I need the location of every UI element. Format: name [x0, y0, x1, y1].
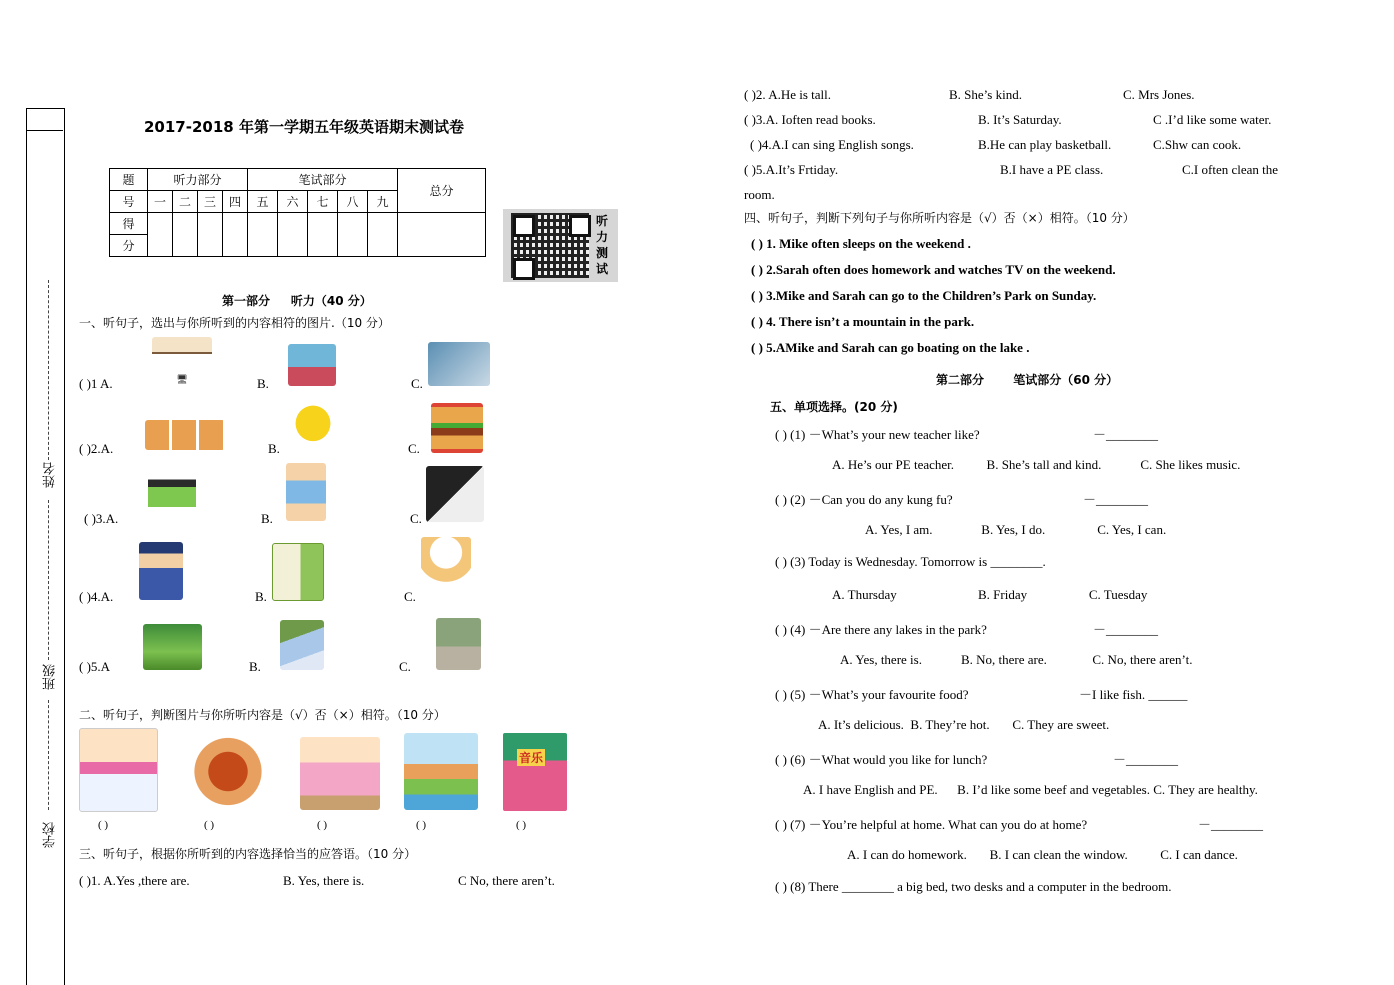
mcq-options: A. Thursday B. Friday C. Tuesday [832, 587, 1148, 602]
mcq-answer-blank: －I like fish. ______ [1079, 687, 1188, 702]
section1-option-c: C. [410, 511, 422, 526]
judge-bracket: ( ) [416, 819, 427, 831]
part2-title: 笔试部分（60 分） [1013, 373, 1119, 387]
question-number: 二 [173, 191, 198, 213]
question-number: 一 [148, 191, 173, 213]
singer-image [148, 472, 196, 522]
mcq-answer-blank: －________ [1113, 752, 1179, 767]
judge-bracket: ( ) [98, 819, 109, 831]
listening-header: 听力部分 [148, 169, 248, 191]
drawing-boy-image [428, 342, 490, 386]
music-book-title: 音乐 [519, 751, 544, 765]
score-table-label: 号 [110, 191, 148, 213]
score-table-label: 得 [110, 213, 148, 235]
section5-heading: 五、单项选择。(20 分) [770, 400, 898, 414]
section3-option-b: B. Yes, there is. [283, 873, 365, 888]
section1-option-b: B. [249, 659, 261, 674]
part2-label: 第二部分 [936, 373, 985, 387]
section1-question: ( )3.A. [84, 511, 119, 526]
qr-label: 听力测试 [596, 214, 609, 276]
section3-option-b: B.I have a PE class. [1000, 162, 1104, 177]
part1-heading [222, 292, 372, 309]
mcq-answer-blank: －________ [1198, 817, 1264, 832]
mcq-options: A. Yes, there is. B. No, there are. C. No, there aren’t. [840, 652, 1193, 667]
mcq-question: ( ) (8) There ________ a big bed, two desks and a computer in the bedroom. [775, 879, 1172, 894]
section3-item: ( )5.A.It’s Frtiday. [744, 162, 839, 177]
question-number: 六 [278, 191, 308, 213]
mcq-question: ( ) (5) －What’s your favourite food? [775, 687, 969, 702]
tv-image [288, 344, 336, 386]
judge-bracket: ( ) [204, 819, 215, 831]
section3-option-c: C. Mrs Jones. [1123, 87, 1195, 102]
question-number: 七 [308, 191, 338, 213]
question-number: 四 [223, 191, 248, 213]
name-label: 姓名 [42, 462, 57, 488]
section1-option-c: C. [411, 376, 423, 391]
section4-item: ( ) 2.Sarah often does homework and watches TV on the weekend. [751, 262, 1116, 277]
mcq-options: A. Yes, I am. B. Yes, I do. C. Yes, I can. [865, 522, 1167, 537]
page-title: 2017-2018 年第一学期五年级英语期末测试卷 [144, 118, 464, 136]
section3-item: ( )4.A.I can sing English songs. [750, 137, 914, 152]
school-label: 学校 [42, 822, 57, 848]
section4-heading: 四、听句子，判断下列句子与你所听内容是（√）否（×）相符。（10 分） [744, 211, 1135, 225]
section1-option-b: B. [261, 511, 273, 526]
section1-question: ( )2.A. [79, 441, 114, 456]
part1-title: 听力（40 分） [290, 294, 372, 308]
sleeping-girl-image [300, 737, 380, 810]
police-image [139, 542, 183, 600]
mcq-question: ( ) (7) －You’re helpful at home. What can you do at home? [775, 817, 1088, 832]
binding-strip-top [26, 108, 63, 131]
mcq-question: ( ) (4) －Are there any lakes in the park? [775, 622, 987, 637]
hamburger-image [431, 403, 483, 453]
mcq-question: ( ) (1) －What’s your new teacher like? [775, 427, 980, 442]
section3-item: ( )3.A. Ioften read books. [744, 112, 876, 127]
total-header: 总分 [398, 169, 486, 213]
section1-option-b: B. [268, 441, 280, 456]
qr-code[interactable] [503, 209, 618, 282]
qr-corner [513, 258, 535, 280]
mcq-answer-blank: －________ [1083, 492, 1149, 507]
section1-option-b: B. [257, 376, 269, 391]
qr-corner [513, 215, 535, 237]
music-book-image [503, 733, 567, 811]
binding-strip [26, 108, 65, 985]
score-table-label: 分 [110, 235, 148, 257]
mcq-options: A. He’s our PE teacher. B. She’s tall and kind. C. She likes music. [832, 457, 1241, 472]
noodles-image [188, 733, 268, 810]
section1-option-c: C. [399, 659, 411, 674]
cut-line [48, 280, 49, 460]
mcq-options: A. I have English and PE. B. I’d like some beef and vegetables. C. They are healthy. [803, 782, 1258, 797]
forest-image [143, 624, 202, 670]
mcq-answer-blank: －________ [1093, 622, 1159, 637]
class-label: 班级 [42, 664, 57, 690]
question-number: 五 [248, 191, 278, 213]
violin-image [286, 463, 326, 521]
question-number: 八 [338, 191, 368, 213]
judge-bracket: ( ) [516, 819, 527, 831]
section1-option-b: B. [255, 589, 267, 604]
sandwiches-image [145, 420, 225, 450]
cook-image [421, 537, 471, 599]
computer-girl-image: 🖥 [152, 337, 212, 387]
section1-question: ( )4.A. [79, 589, 114, 604]
section1-question: ( )1 A. [79, 376, 113, 391]
section1-heading: 一、听句子，选出与你所听到的内容相符的图片.（10 分） [79, 316, 390, 330]
cut-line [48, 700, 49, 810]
question-number: 三 [198, 191, 223, 213]
section3-option-b: B. She’s kind. [949, 87, 1022, 102]
cut-line [48, 500, 49, 660]
section3-item: ( )1. A.Yes ,there are. [79, 873, 190, 888]
question-number: 九 [368, 191, 398, 213]
part1-label: 第一部分 [222, 294, 271, 308]
section1-option-c: C. [404, 589, 416, 604]
qr-corner [569, 215, 591, 237]
section2-heading: 二、听句子，判断图片与你所听内容是（√）否（×）相符。（10 分） [79, 708, 446, 722]
section1-question: ( )5.A [79, 659, 111, 674]
section3-option-c: C No, there aren’t. [458, 873, 555, 888]
section3-option-c: C.Shw can cook. [1153, 137, 1242, 152]
mcq-question: ( ) (6) －What would you like for lunch? [775, 752, 988, 767]
girl-drawing-image [79, 728, 158, 812]
section4-item: ( ) 4. There isn’t a mountain in the park. [751, 314, 975, 329]
judge-bracket: ( ) [317, 819, 328, 831]
section4-item: ( ) 1. Mike often sleeps on the weekend . [751, 236, 971, 251]
bananas-image [286, 405, 340, 451]
mcq-options: A. It’s delicious. B. They’re hot. C. They are sweet. [818, 717, 1110, 732]
mcq-answer-blank: －________ [1093, 427, 1159, 442]
river-image [280, 620, 324, 670]
section3-option-c: C .I’d like some water. [1153, 112, 1272, 127]
section1-option-c: C. [408, 441, 420, 456]
section3-item: ( )2. A.He is tall. [744, 87, 832, 102]
section4-item: ( ) 5.AMike and Sarah can go boating on the lake . [751, 340, 1030, 355]
section3-heading: 三、听句子，根据你所听到的内容选择恰当的应答语。（10 分） [79, 847, 417, 861]
section4-item: ( ) 3.Mike and Sarah can go to the Children’s Park on Sunday. [751, 288, 1097, 303]
teacher-image [272, 543, 324, 601]
piano-image [426, 466, 484, 522]
score-table [109, 168, 486, 257]
village-image [404, 733, 478, 810]
mcq-question: ( ) (3) Today is Wednesday. Tomorrow is ________. [775, 554, 1046, 569]
section3-option-b: B.He can play basketball. [978, 137, 1112, 152]
tree-house-image [436, 618, 481, 670]
mcq-options: A. I can do homework. B. I can clean the window. C. I can dance. [847, 847, 1238, 862]
section3-item-continuation: room. [744, 187, 775, 202]
section3-option-c: C.I often clean the [1182, 162, 1279, 177]
written-header: 笔试部分 [248, 169, 398, 191]
part2-heading [936, 371, 1118, 388]
score-table-label: 题 [110, 169, 148, 191]
mcq-question: ( ) (2) －Can you do any kung fu? [775, 492, 953, 507]
section3-option-b: B. It’s Saturday. [978, 112, 1062, 127]
